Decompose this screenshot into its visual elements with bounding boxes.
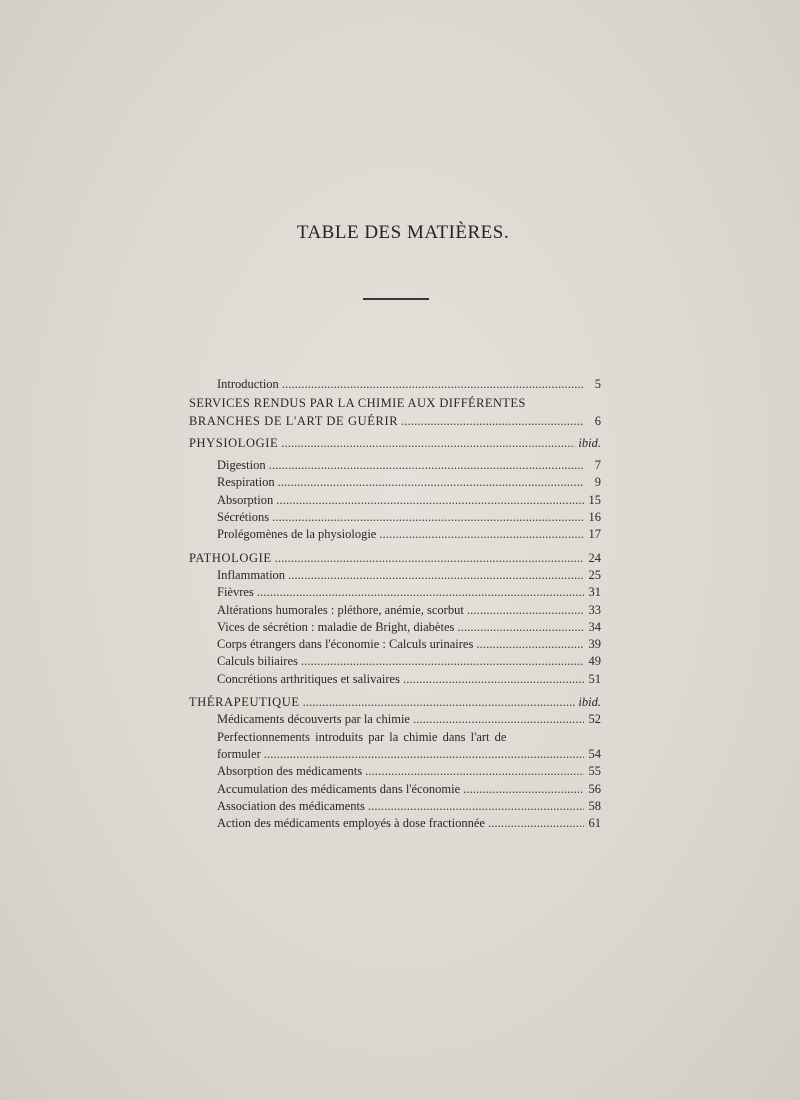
toc-label: PHYSIOLOGIE [189, 435, 279, 450]
toc-page-number: 55 [588, 764, 601, 779]
toc-page-number: 25 [588, 567, 601, 582]
dot-leader [275, 550, 584, 567]
toc-label: Absorption [217, 492, 274, 507]
dot-leader [278, 474, 584, 491]
toc-label: Inflammation [217, 567, 286, 582]
toc-entry-introduction [189, 376, 601, 393]
dot-leader [476, 636, 584, 653]
toc-label: formuler [217, 746, 261, 761]
toc-page-number: 9 [594, 475, 601, 490]
toc-entry [189, 653, 601, 670]
dot-leader [488, 815, 584, 832]
toc-page-number: 34 [588, 619, 601, 634]
dot-leader [365, 763, 584, 780]
dot-leader [269, 457, 584, 474]
dot-leader [457, 619, 584, 636]
dot-leader [403, 671, 584, 688]
dot-leader [368, 798, 584, 815]
dot-leader [463, 781, 584, 798]
toc-label: Sécrétions [217, 510, 270, 525]
toc-entry [189, 815, 601, 832]
toc-label: Digestion [217, 458, 266, 473]
title-rule [363, 298, 429, 300]
toc-page-number: 15 [588, 492, 601, 507]
dot-leader [257, 584, 584, 601]
toc-entry [189, 763, 601, 780]
toc-entry [189, 619, 601, 636]
toc-page-number: 49 [588, 654, 601, 669]
toc-section-pathologie [189, 550, 601, 567]
toc-entry [189, 781, 601, 798]
toc-label: Absorption des médicaments [217, 764, 363, 779]
toc-page-number: 51 [588, 671, 601, 686]
toc-page-number: 52 [588, 712, 601, 727]
dot-leader [467, 602, 584, 619]
toc-label: Introduction [217, 377, 279, 391]
toc-label: Respiration [217, 475, 275, 490]
dot-leader [303, 694, 576, 711]
dot-leader [413, 711, 584, 728]
toc-label: Vices de sécrétion : maladie de Bright, diabètes [217, 619, 455, 634]
toc-section-physiologie [189, 435, 601, 452]
dot-leader [264, 746, 584, 763]
page-title: TABLE DES MATIÈRES. [296, 222, 510, 243]
toc-section-services [189, 413, 601, 430]
toc-label: THÉRAPEUTIQUE [189, 695, 300, 710]
toc-label: Accumulation des médicaments dans l'économie [217, 781, 461, 796]
toc-label: Corps étrangers dans l'économie : Calculs urinaires [217, 637, 474, 652]
toc-label: Prolégomènes de la physiologie [217, 527, 377, 542]
toc-page-number: 61 [588, 816, 601, 831]
toc-label: Concrétions arthritiques et salivaires [217, 671, 400, 686]
toc-page-number: 24 [588, 550, 601, 565]
toc-entry [189, 509, 601, 526]
dot-leader [401, 413, 584, 430]
toc-page-number: 33 [588, 602, 601, 617]
table-of-contents [189, 376, 601, 832]
toc-entry [189, 711, 601, 728]
toc-entry [189, 567, 601, 584]
toc-entry-line1: Perfectionnements introduits par la chimie dans l'art de [217, 729, 507, 744]
toc-entry [189, 492, 601, 509]
dot-leader [282, 376, 584, 393]
toc-page-number: 7 [594, 458, 601, 473]
toc-entry [189, 526, 601, 543]
dot-leader [272, 509, 584, 526]
toc-entry [189, 636, 601, 653]
toc-label: Fièvres [217, 585, 254, 600]
toc-entry [189, 602, 601, 619]
toc-section-services-line1: SERVICES RENDUS PAR LA CHIMIE AUX DIFFÉRENTES [189, 396, 526, 411]
toc-entry [189, 746, 601, 763]
toc-section-therapeutique [189, 694, 601, 711]
toc-page-number: 39 [588, 637, 601, 652]
toc-page-number: 6 [594, 413, 601, 428]
toc-page-number: 58 [588, 798, 601, 813]
toc-entry [189, 474, 601, 491]
dot-leader [276, 492, 584, 509]
toc-page-number: 5 [594, 377, 601, 391]
toc-page-number: 56 [588, 781, 601, 796]
toc-page-number: 17 [588, 527, 601, 542]
toc-page-number: ibid. [578, 435, 601, 450]
toc-entry [189, 671, 601, 688]
dot-leader [379, 526, 584, 543]
toc-label: Association des médicaments [217, 798, 365, 813]
dot-leader [301, 653, 584, 670]
toc-entry [189, 798, 601, 815]
toc-label: Action des médicaments employés à dose fractionnée [217, 816, 485, 831]
toc-label: PATHOLOGIE [189, 550, 272, 565]
toc-page-number: 54 [588, 746, 601, 761]
toc-label: Calculs biliaires [217, 654, 298, 669]
toc-label: Altérations humorales : pléthore, anémie, scorbut [217, 602, 464, 617]
toc-label: Médicaments découverts par la chimie [217, 712, 410, 727]
dot-leader [281, 435, 575, 452]
toc-page-number: 31 [588, 585, 601, 600]
dot-leader [288, 567, 584, 584]
toc-entry [189, 584, 601, 601]
toc-label: BRANCHES DE L'ART DE GUÉRIR [189, 413, 399, 428]
toc-page-number: ibid. [578, 695, 601, 710]
toc-page-number: 16 [588, 510, 601, 525]
toc-entry [189, 457, 601, 474]
